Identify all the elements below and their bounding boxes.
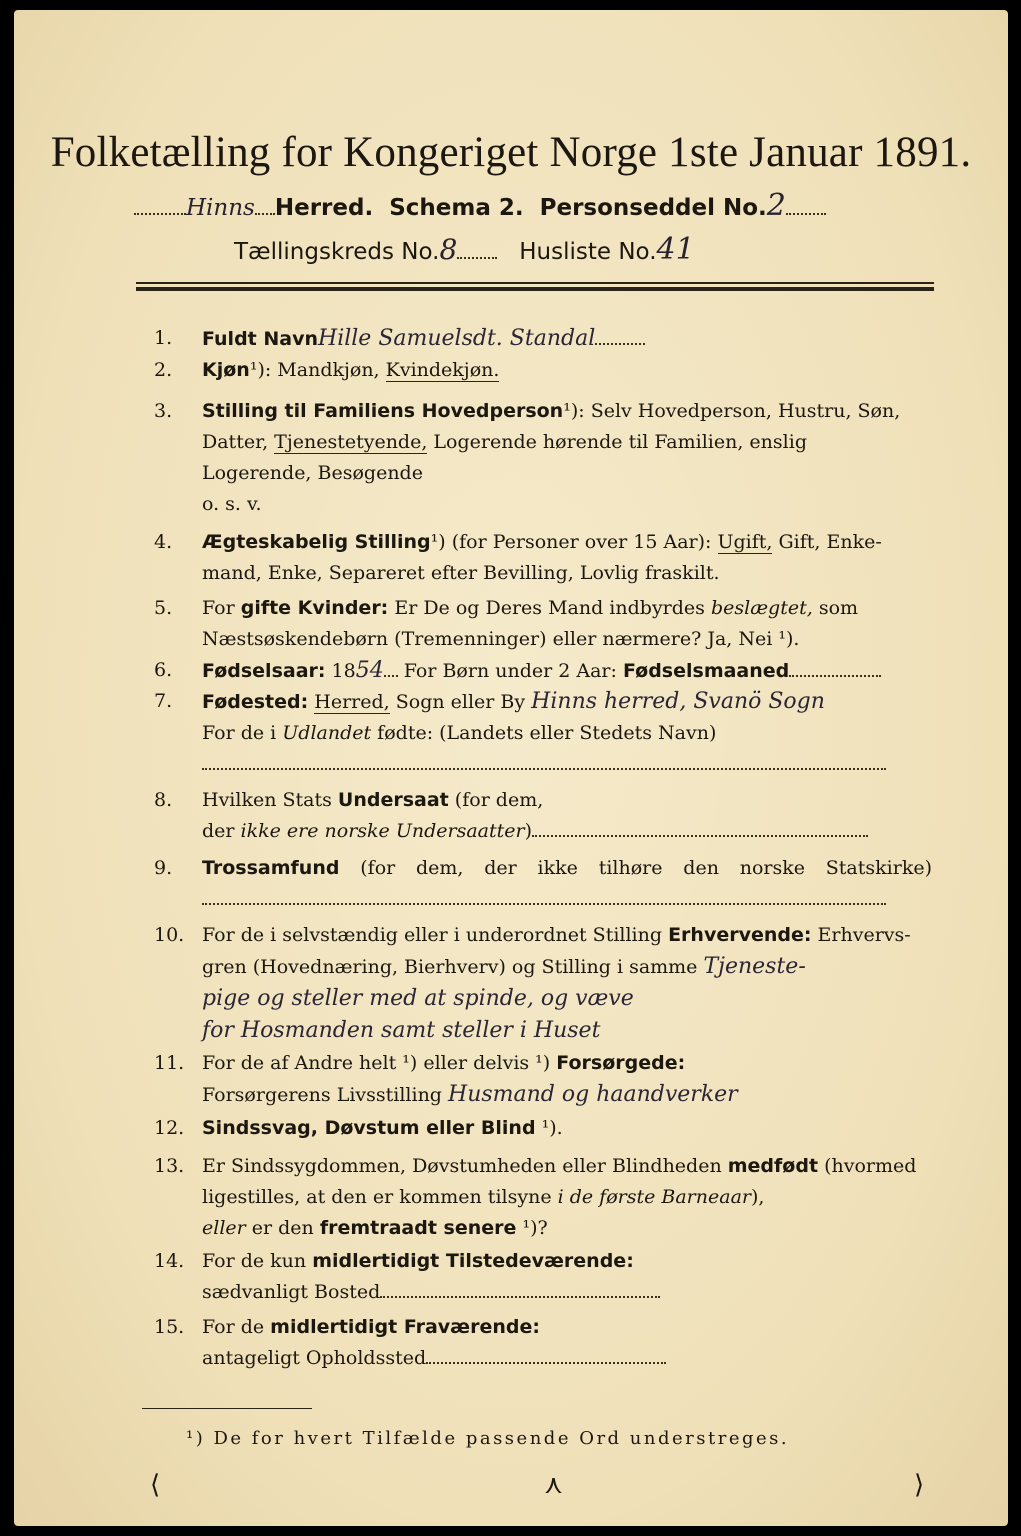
field-text: Er De og Deres Mand indbyrdes — [388, 597, 711, 619]
item-number: 5. — [154, 597, 173, 619]
field-label: Fødselsaar: — [202, 660, 326, 682]
birthplace-value: Hinns herred, Svanö Sogn — [531, 689, 825, 714]
item-number: 15. — [154, 1316, 185, 1338]
field-text: For de kun — [202, 1250, 313, 1272]
field-text: beslægtet, — [710, 597, 813, 619]
field-text: Sogn eller By — [389, 691, 526, 713]
field-text: Hvilken Stats — [202, 789, 338, 811]
field-label: midlertidigt Tilstedeværende: — [312, 1250, 634, 1272]
field-label: Kjøn — [202, 359, 250, 381]
personseddel-label: Personseddel No. — [539, 195, 767, 221]
field-text: er den — [245, 1217, 320, 1239]
field-text: Logerende hørende til Familien, enslig — [427, 431, 807, 453]
item-number: 7. — [154, 690, 173, 712]
field-text: fødte: (Landets eller Stedets Navn) — [371, 722, 717, 744]
footnote: ¹) De for hvert Tilfælde passende Ord understreges. — [186, 1428, 790, 1449]
item-number: 13. — [154, 1155, 185, 1177]
field-text: antageligt Opholdssted — [202, 1347, 427, 1369]
field-label: Fødested: — [202, 691, 309, 713]
registration-mark-center: ⋏ — [544, 1470, 564, 1500]
footnote-rule — [142, 1408, 312, 1409]
field-text: ¹): Selv Hovedperson, Hustru, Søn, — [563, 400, 901, 422]
field-text: Logerende, Besøgende — [202, 462, 423, 484]
field-text: Forsørgerens Livsstilling — [202, 1084, 442, 1106]
field-text: 18 — [325, 660, 356, 682]
husliste-value: 41 — [656, 232, 695, 267]
field-text: ), — [751, 1186, 765, 1208]
field-text: Datter, — [202, 431, 275, 453]
field-text: ¹): Mandkjøn, — [249, 359, 386, 381]
herred-label: Herred. — [274, 195, 374, 221]
field-text: i de første Barneaar — [557, 1186, 751, 1208]
item-number: 11. — [154, 1052, 185, 1074]
field-text: mand, Enke, Separeret efter Bevilling, Lovlig fraskilt. — [202, 562, 720, 584]
field-text: Gift, Enke- — [772, 531, 882, 553]
field-text: ¹) (for Personer over 15 Aar): — [430, 531, 718, 553]
field-text: gren (Hovednæring, Bierhverv) og Stilling i samme — [202, 956, 698, 978]
occupation-value-1: Tjeneste- — [703, 954, 806, 979]
schema-label: Schema 2. — [389, 195, 524, 221]
item-number: 9. — [154, 857, 173, 879]
field-text: For de i — [202, 722, 283, 744]
field-text: For Børn under 2 Aar: — [397, 660, 623, 682]
occupation-value-2: pige og steller med at spinde, og væve — [202, 986, 634, 1011]
field-label: Ægteskabelig Stilling — [202, 531, 431, 553]
header-rule-thick — [136, 287, 934, 291]
field-text: Erhvervs- — [811, 924, 911, 946]
item-number: 12. — [154, 1117, 185, 1139]
field-label: gifte Kvinder: — [240, 597, 389, 619]
underlined-option: Herred, — [314, 691, 390, 713]
herred-line — [134, 188, 934, 223]
field-label: Fødselsmaaned — [622, 660, 790, 682]
field-label: fremtraadt senere — [319, 1217, 517, 1239]
field-text: For de i selvstændig eller i underordnet Stilling — [202, 924, 669, 946]
registration-mark-right: ⟩ — [914, 1470, 925, 1500]
underlined-option: Kvindekjøn. — [385, 359, 500, 381]
field-text: o. s. v. — [202, 493, 262, 515]
field-text: ¹). — [535, 1117, 563, 1139]
item-number: 4. — [154, 531, 173, 553]
birth-year-value: 54 — [355, 658, 384, 683]
item-number: 1. — [154, 327, 173, 349]
item-number: 14. — [154, 1250, 185, 1272]
field-text: For de — [202, 1316, 271, 1338]
provider-occupation-value: Husmand og haandverker — [448, 1082, 738, 1107]
field-label: Trossamfund — [202, 857, 340, 879]
field-text: Udlandet — [282, 722, 372, 744]
field-text: (hvormed — [818, 1155, 917, 1177]
registration-mark-left: ⟨ — [150, 1470, 161, 1500]
name-value: Hille Samuelsdt. Standal — [318, 326, 596, 351]
field-text: For — [202, 597, 241, 619]
field-text: som — [812, 597, 859, 619]
field-label: midlertidigt Fraværende: — [270, 1316, 540, 1338]
item-number: 6. — [154, 659, 173, 681]
field-text: ligestilles, at den er kommen tilsyne — [202, 1186, 558, 1208]
item-number: 3. — [154, 400, 173, 422]
field-label: medfødt — [727, 1155, 819, 1177]
field-text: Næstsøskendebørn (Tremenninger) eller nærmere? Ja, Nei ¹). — [202, 628, 800, 650]
field-text: Er Sindssygdommen, Døvstumheden eller Blindheden — [202, 1155, 728, 1177]
census-form-page: Folketælling for Kongeriget Norge 1ste Januar 1891. Hinns Herred. Schema 2. Personseddel No.2 Tællingskreds No.8 Husliste No.41 1. Fuldt NavnHille Samuelsdt. Standal 2. Kjøn¹): Mandkjøn, Kvindekjøn. 3. Stilling til Familiens Hovedperson¹): Selv Hovedperson, Hustru, Søn, Datter, Tjenestetyende, Logerende hørende til Familien, enslig Logerende, Besøgende o. s. v. 4. Ægteskabelig Stilling¹) (for Personer over 15 Aar): Ugift, Gift, Enke- mand, Enke, Separeret efter Bevilling, Lovlig fraskilt. 5. For gifte Kvinder: Er De og Deres Mand indbyrdes beslægtet, som Næstsøskendebørn (Tremenninger) eller nærmere? Ja, Nei ¹). 6. Fødselsaar: 1854 For Børn under 2 Aar: Fødselsmaaned 7. Fødested: Herred, Sogn eller By Hinns herred, Svanö Sogn For de i Udlandet fødte: (Landets eller Stedets Navn) 8. Hvilken Stats Undersaat (for dem, der ikke ere norske Undersaatter) 9. Trossamfund (for dem, der ikke tilhøre den norske Statskirke) 10. For de i selvstændig eller i underordnet Stilling Erhvervende: Erhvervs- gren (Hovednæring, Bierhverv) og Stilling i samme Tjeneste- pige og steller med at spinde, og væve for Hosmanden samt steller i Huset 11. For de af Andre helt ¹) eller delvis ¹) Forsørgede: Forsørgerens Livsstilling Husmand og haandverker 12. Sindssvag, Døvstum eller Blind ¹). 13. Er Sindssygdommen, Døvstumheden eller Blindheden medfødt (hvormed ligestilles, at den er kommen tilsyne i de første Barneaar), eller er den fremtraadt senere ¹)? 14. For de kun midlertidigt Tilstedeværende: sædvanligt Bosted 15. For de midlertidigt Fraværende: antageligt Opholdssted ¹) De for hvert Tilfælde passende Ord understreges. ⟨ ⋏ ⟩ — [14, 10, 1008, 1526]
field-label: Stilling til Familiens Hovedperson — [202, 400, 564, 422]
field-label: Erhvervende: — [668, 924, 812, 946]
kreds-label: Tællingskreds No. — [234, 239, 440, 265]
field-text: der — [202, 820, 241, 842]
field-label: Forsørgede: — [556, 1052, 686, 1074]
field-text: ¹)? — [516, 1217, 548, 1239]
field-label: Fuldt Navn — [202, 328, 319, 350]
field-text: For de af Andre helt ¹) eller delvis ¹) — [202, 1052, 557, 1074]
header-rule-thin — [136, 282, 934, 284]
form-title: Folketælling for Kongeriget Norge 1ste Januar 1891. — [50, 129, 972, 176]
field-text: (for dem, — [448, 789, 544, 811]
item-number: 10. — [154, 924, 185, 946]
field-text: (for dem, der ikke tilhøre den norske Statskirke) — [339, 857, 932, 879]
kreds-value: 8 — [439, 233, 458, 266]
field-text: ikke ere norske Undersaatter — [240, 820, 525, 842]
field-text: eller — [202, 1217, 246, 1239]
husliste-label: Husliste No. — [519, 239, 657, 265]
kreds-line — [234, 232, 874, 267]
item-number: 2. — [154, 359, 173, 381]
field-text: sædvanligt Bosted — [202, 1281, 381, 1303]
field-label: Sindssvag, Døvstum eller Blind — [202, 1117, 536, 1139]
underlined-option: Tjenestetyende, — [274, 431, 428, 453]
herred-value: Hinns — [186, 195, 255, 221]
personseddel-value: 2 — [766, 188, 786, 223]
item-number: 8. — [154, 789, 173, 811]
field-label: Undersaat — [337, 789, 449, 811]
occupation-value-3: for Hosmanden samt steller i Huset — [202, 1018, 601, 1043]
underlined-option: Ugift, — [717, 531, 773, 553]
